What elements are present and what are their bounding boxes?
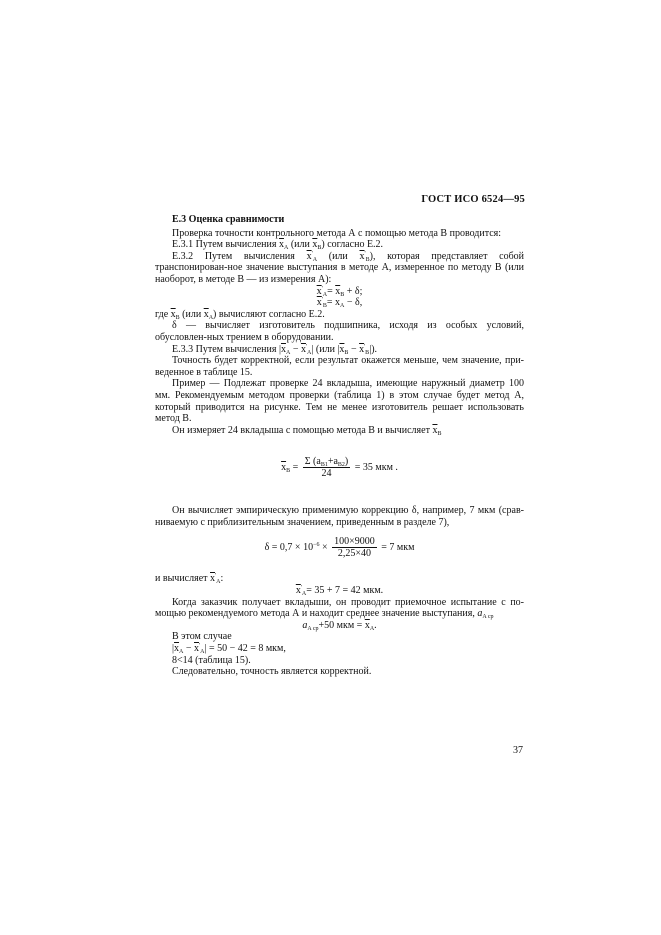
paragraph-e31: Е.3.1 Путем вычисления $\overline{x}_A$ (или $\overline{x}_B$) согласно Е.2. (172, 239, 384, 252)
fraction-mean: $\frac{\Sigma (a_{B1}+a_{B2})}{24}$ (304, 456, 349, 480)
case-compare: 8<14 (таблица 15). (172, 654, 251, 666)
case-result: $|\overline{x}_A - \overline{x}'_A| = 50 - 42 = 8$ мкм, (172, 643, 286, 656)
paragraph-e32: Е.3.2 Путем вычисления $\overline{x}'_A$ (или $\overline{x}'_B$), которая представляет собой транспонирован-ное значение выступания в методе А, измеренное по методу В (или наоборот, в методе В — из измерения А): (155, 250, 525, 285)
document-code: ГОСТ ИСО 6524—95 (421, 194, 525, 205)
formula-acceptance: $a_{A ср}+50$ мкм = $\overline{x}_A$. (302, 619, 377, 632)
delta-description: δ — вычисляет изготовитель подшипника, исходя из особых условий, обусловлен-ных трением в оборудовании. (155, 320, 524, 343)
equation-delta: $\delta = 0,7 \times 10^{-6}$ × $\frac{100\times 9000}{2,25\times 40}$ = 7 мкм (264, 536, 415, 560)
formula-transposed-b: $\overline{x}'_B= x_A - \delta$, (316, 297, 363, 310)
conclusion-paragraph: Следовательно, точность является корректной. (172, 666, 372, 678)
correction-paragraph: Он вычисляет эмпирическую применимую коррекцию δ, например, 7 мкм (срав-ниваемую с приблизительным значением, приведенным в разделе 7), (155, 505, 524, 528)
fraction-delta: $\frac{100\times 9000}{2,25\times 40}$ (334, 536, 375, 560)
where-paragraph: где $\overline{x}_B$ (или $\overline{x}_A$) вычисляют согласно Е.2. (155, 308, 325, 321)
customer-paragraph: Когда заказчик получает вкладыши, он проводит приемочное испытание с по-мощью рекомендуемого метода А и находит среднее значение выступания, $a_{A ср}$ (155, 596, 524, 621)
example-paragraph: Пример — Подлежат проверке 24 вкладыша, имеющие наружный диаметр 100 мм. Рекомендуемым методом проверки (таблица 1) в этом случае будет метод А, который приводится на рисунке. Тем не менее изготовитель решает использовать метод В. (155, 378, 524, 425)
case-line: В этом случае (172, 631, 232, 643)
accuracy-paragraph: Точность будет корректной, если результат окажется меньше, чем значение, при-веденное в таблице 15. (155, 355, 524, 378)
formula-transposed-a: $\overline{x}'_A= \overline{x}_B + \delta$; (316, 285, 363, 298)
measures-paragraph: Он измеряет 24 вкладыша с помощью метода В и вычисляет $\overline{x}_B$ (172, 424, 442, 437)
calc-line: и вычисляет $\overline{x}'_A$: (155, 573, 224, 586)
formula-result: $\overline{x}'_A= 35 + 7 = 42$ мкм. (295, 585, 384, 598)
paragraph-e33: Е.3.3 Путем вычисления $|\overline{x}_A - \overline{x}'_A|$ (или $|\overline{x}_B - \overline{x}'_B|$). (172, 343, 378, 356)
intro-paragraph: Проверка точности контрольного метода А с помощью метода В проводится: (172, 227, 502, 239)
page-number: 37 (513, 745, 523, 756)
page-content (155, 214, 524, 678)
equation-mean-b: $\overline{x}_B$ = $\frac{\Sigma (a_{B1}+a_{B2})}{24}$ = 35 мкм . (281, 456, 398, 480)
section-title: Е.3 Оценка сравнимости (172, 214, 285, 225)
